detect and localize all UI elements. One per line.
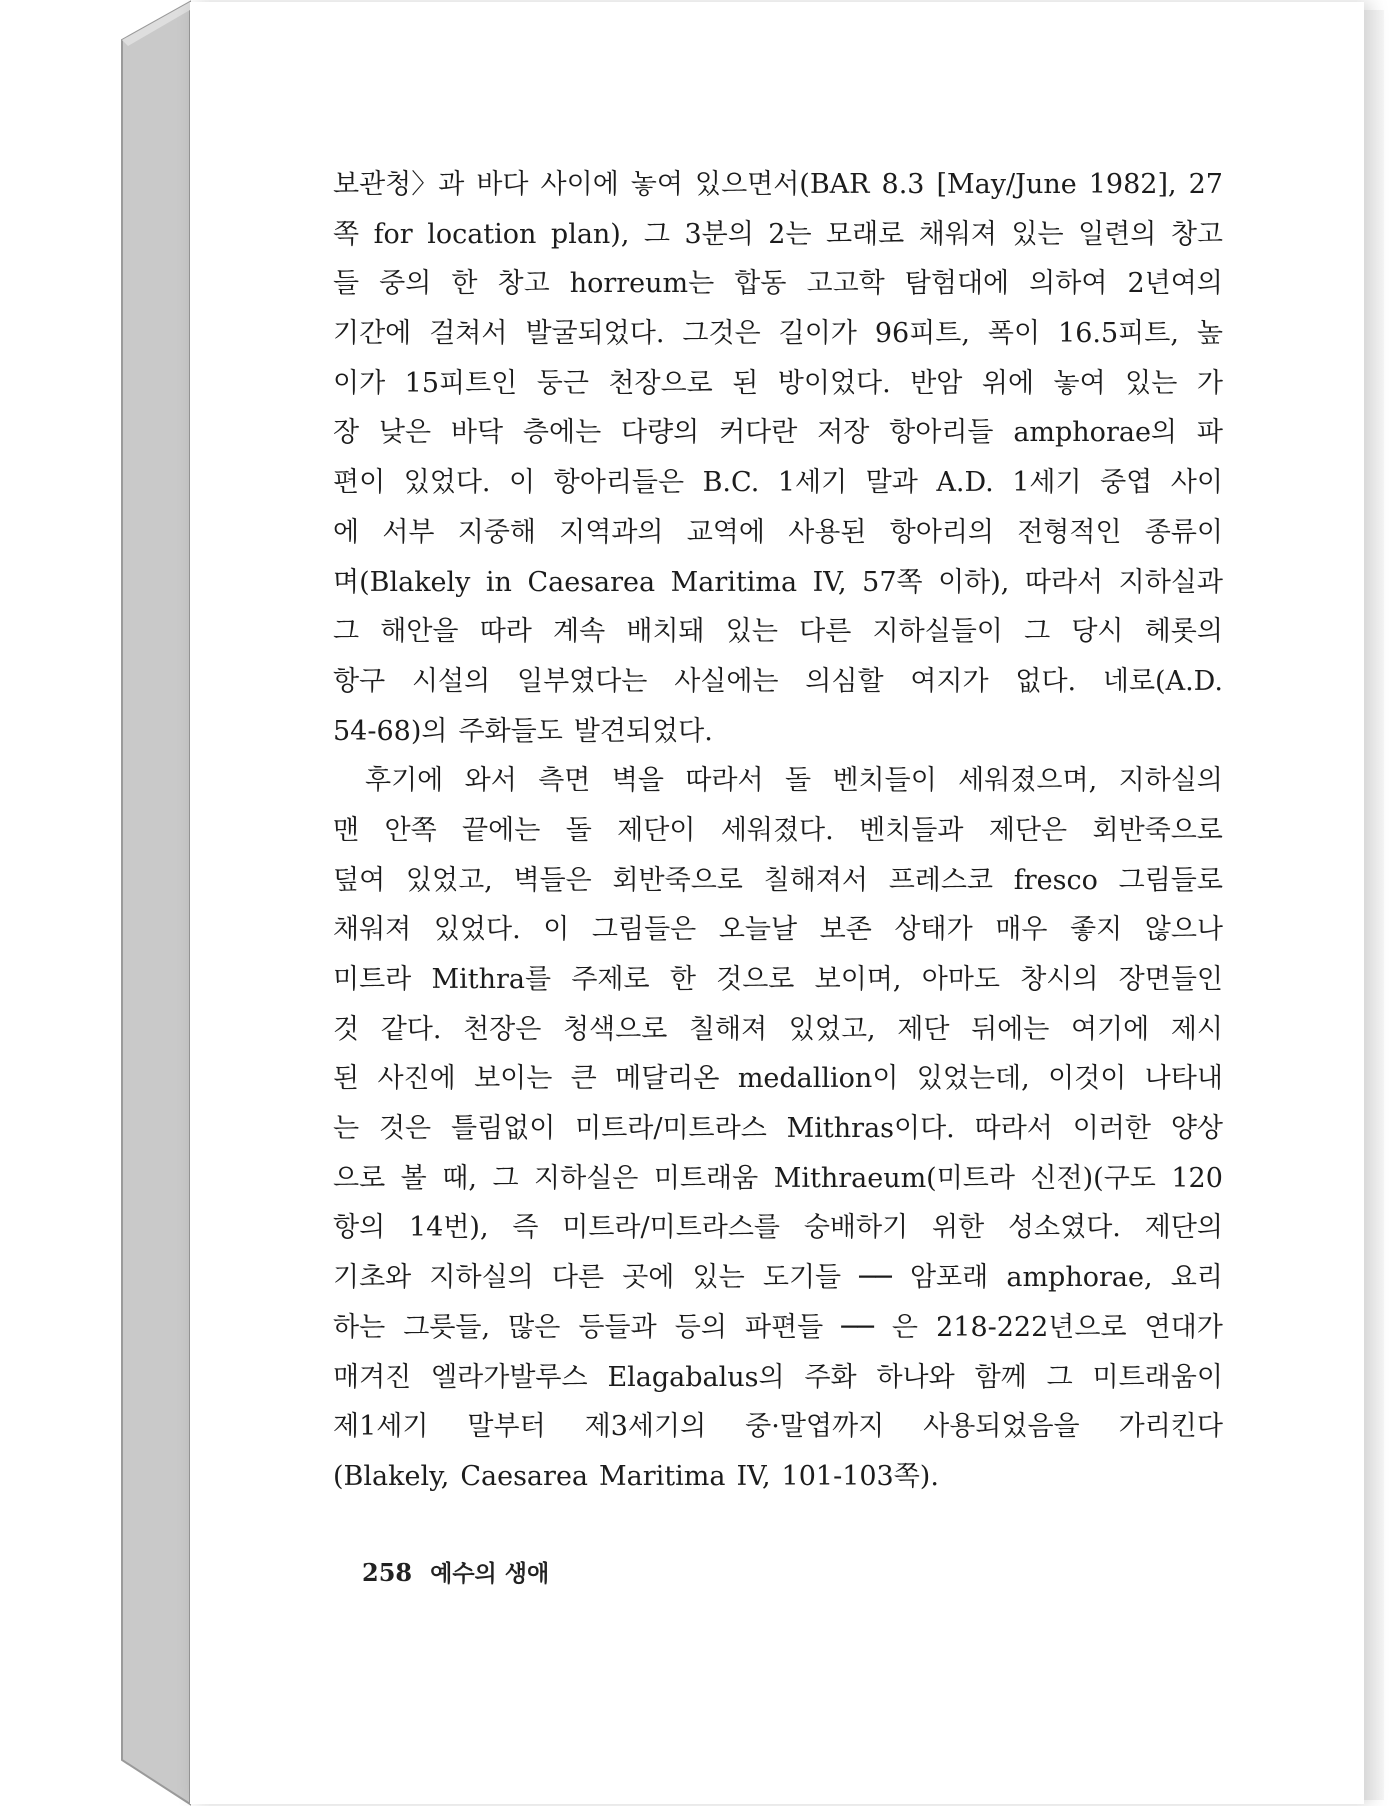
text-line: [333, 607, 1223, 657]
word: 발굴되었다.: [525, 318, 665, 350]
word: 제단의: [1144, 1212, 1223, 1244]
word: 곳에: [622, 1262, 675, 1294]
word: 있는: [1125, 367, 1178, 399]
word: 1세기: [777, 467, 848, 499]
word: 그것은: [682, 318, 761, 350]
word: 끝에는: [462, 814, 541, 846]
word: Mithra를: [431, 964, 552, 995]
word: 96피트,: [874, 318, 970, 350]
word: 말부터: [467, 1411, 546, 1443]
word: 미트라/미트라스: [575, 1113, 767, 1145]
word: 지하실의: [429, 1262, 534, 1294]
word: 15피트인: [404, 367, 518, 399]
word: 따라서: [685, 765, 764, 797]
word: Caesarea: [527, 566, 656, 598]
word: 사용되었음을: [923, 1411, 1080, 1443]
word: 이: [543, 914, 570, 946]
word: 많은: [508, 1311, 561, 1343]
word: 때,: [442, 1162, 477, 1194]
text-line: [333, 1203, 1223, 1253]
word: 14번),: [408, 1212, 489, 1244]
word: 있었고,: [405, 864, 493, 896]
text-line: [333, 955, 1223, 1005]
word: 있는: [1011, 218, 1064, 250]
text-line: [333, 1253, 1223, 1303]
word: 놓여: [1053, 367, 1106, 399]
word: 저장: [817, 417, 870, 449]
word: for: [373, 218, 413, 250]
word: 커다란: [719, 417, 798, 449]
word: 사이: [1170, 467, 1223, 499]
word: 둥근: [536, 367, 589, 399]
word: 창고: [1170, 218, 1223, 250]
word: 바다: [476, 169, 529, 200]
word: 성소였다.: [1007, 1212, 1121, 1244]
page-footer: [362, 1555, 549, 1588]
word: 이가: [333, 367, 386, 399]
word: 지하실과: [1118, 566, 1223, 598]
word: 큰: [570, 1063, 597, 1095]
text-line: [333, 309, 1223, 359]
word: 101-103쪽).: [781, 1460, 939, 1492]
word: 돌: [565, 814, 592, 846]
word: 제시: [1170, 1013, 1223, 1045]
word: 이러한: [1072, 1113, 1151, 1145]
word: 장: [333, 417, 360, 449]
word: IV,: [736, 1460, 771, 1492]
word: 벤치들과: [859, 814, 964, 846]
word: 창고: [497, 268, 550, 300]
word: 함께: [974, 1361, 1027, 1393]
text-line: [333, 1452, 1223, 1502]
word: 지하실은: [534, 1162, 639, 1194]
word: 않으나: [1144, 914, 1223, 946]
word: 매겨진: [333, 1361, 412, 1393]
text-line: [333, 657, 1223, 707]
word: 하나와: [876, 1361, 955, 1393]
word: 장면들인: [1118, 964, 1223, 995]
word: 항아리의: [889, 516, 994, 548]
word: B.C.: [702, 467, 760, 499]
word: 3분의: [684, 218, 754, 250]
text-line: [333, 408, 1223, 458]
body-text: [333, 160, 1223, 1502]
word: 이하),: [938, 566, 1010, 598]
word: 파편들: [745, 1311, 824, 1343]
word: 채워져: [918, 218, 997, 250]
word: 신전)(구도: [1030, 1162, 1156, 1194]
text-line: [333, 707, 1223, 757]
word: 218-222년으로: [936, 1311, 1127, 1343]
word: 시설의: [411, 665, 491, 697]
word: 엘라가발루스: [431, 1361, 588, 1393]
word: 가: [1196, 367, 1223, 399]
word: 제1세기: [333, 1411, 429, 1443]
word: 바닥: [450, 417, 504, 449]
word: 즉: [512, 1212, 539, 1244]
word: 후기에: [365, 765, 444, 797]
word: Mithras이다.: [786, 1113, 955, 1145]
word: 일련의: [1078, 218, 1157, 250]
word: 120: [1171, 1162, 1223, 1194]
word: 그: [1046, 1361, 1073, 1393]
word: 와서: [464, 765, 517, 797]
word: 양상: [1170, 1113, 1223, 1145]
word: 있는: [725, 616, 778, 648]
word: 고고학: [806, 268, 885, 300]
word: 세워졌다.: [720, 814, 834, 846]
word: 중의: [379, 268, 432, 300]
word: [May/June: [936, 169, 1077, 200]
text-line: [333, 359, 1223, 409]
word: 쪽: [333, 218, 360, 250]
word: 는: [333, 1113, 360, 1145]
word: medallion이: [737, 1063, 899, 1095]
word: 것으로: [716, 964, 795, 995]
word: 파: [1196, 417, 1223, 449]
word: 볼: [400, 1162, 427, 1194]
word: 미트라: [333, 964, 412, 995]
word: 등들과: [578, 1311, 657, 1343]
word: 하는: [333, 1311, 386, 1343]
word: 54-68)의: [333, 715, 448, 747]
word: 좋지: [1069, 914, 1123, 946]
word: 없다.: [1015, 665, 1077, 697]
word: 벽을: [611, 765, 664, 797]
word: 지하실들이: [872, 616, 1003, 648]
word: 16.5피트,: [1058, 318, 1179, 350]
word: 2년여의: [1127, 268, 1223, 300]
word: 안쪽: [384, 814, 437, 846]
running-title: 예수의 생애: [430, 1561, 550, 1587]
word: Maritima: [670, 566, 798, 598]
word: 보이며,: [814, 964, 902, 995]
text-line: [333, 1005, 1223, 1055]
text-line: [333, 508, 1223, 558]
word: 은: [891, 1311, 919, 1343]
word: 위에: [981, 367, 1035, 399]
word: 미트래움이: [1092, 1361, 1223, 1393]
text-line: [333, 756, 1223, 806]
word: 요리: [1170, 1262, 1223, 1294]
word: 보이는: [474, 1063, 553, 1095]
word: 프레스코: [888, 864, 994, 896]
word: 된: [333, 1063, 360, 1095]
word: (Blakely,: [333, 1460, 450, 1492]
word: 일부였다는: [516, 665, 648, 697]
text-line: [333, 806, 1223, 856]
word: 그림들은: [591, 914, 697, 946]
word: 항아리들: [889, 417, 994, 449]
text-line: [333, 1402, 1223, 1452]
word: 창시의: [1020, 964, 1099, 995]
word: 돌: [784, 765, 812, 797]
word: 보관청〉과: [333, 169, 465, 200]
page-number: 258: [362, 1558, 413, 1587]
word: 상태가: [894, 914, 973, 946]
word: 따라서: [1024, 566, 1104, 598]
word: 해안을: [380, 616, 459, 648]
page-edge: [1364, 10, 1384, 1800]
word: 당시: [1071, 616, 1124, 648]
word: 기간에: [333, 318, 412, 350]
word: Elagabalus의: [607, 1361, 785, 1393]
word: 이것이: [1048, 1063, 1127, 1095]
text-line: [333, 1303, 1223, 1353]
word: 사진에: [377, 1063, 456, 1095]
word: 길이가: [778, 318, 857, 350]
word: 1세기: [1012, 467, 1082, 499]
word: 27: [1188, 169, 1223, 200]
word: 다른: [799, 616, 852, 648]
word: ──: [859, 1262, 892, 1294]
word: 메달리온: [615, 1063, 720, 1095]
word: 편이: [333, 467, 386, 499]
word: 방이었다.: [777, 367, 891, 399]
word: 헤롯의: [1144, 616, 1223, 648]
word: 그: [1024, 616, 1051, 648]
word: 천장은: [463, 1013, 542, 1045]
word: 된: [732, 367, 759, 399]
word: 칠해져: [688, 1013, 768, 1045]
word: A.D.: [936, 467, 994, 499]
text-line: [333, 1104, 1223, 1154]
word: 세워졌으며,: [958, 765, 1098, 797]
word: Mithraeum(미트라: [773, 1162, 1015, 1194]
text-line: [333, 905, 1223, 955]
word: 채워져: [333, 914, 412, 946]
word: 위한: [931, 1212, 985, 1244]
word: 배치돼: [626, 616, 705, 648]
word: 의하여: [1029, 268, 1108, 300]
word: plan),: [550, 218, 630, 250]
word: 따라: [479, 616, 532, 648]
word: 교역에: [686, 516, 765, 548]
word: 천장으로: [608, 367, 713, 399]
word: 있으면서(BAR: [694, 169, 870, 200]
word: 네로(A.D.: [1102, 665, 1223, 697]
word: 주화들도: [458, 715, 563, 747]
word: 중엽: [1100, 467, 1153, 499]
word: 발견되었다.: [573, 715, 713, 747]
word: 여기에: [1070, 1013, 1150, 1045]
word: 미트라/미트라스를: [562, 1212, 781, 1244]
word: 사실에는: [674, 665, 779, 697]
word: 칠해져서: [763, 864, 868, 896]
text-line: [333, 210, 1223, 260]
word: Caesarea: [460, 1460, 589, 1492]
word: 걸쳐서: [429, 318, 508, 350]
word: 주제로: [571, 964, 650, 995]
word: 한: [669, 964, 696, 995]
word: location: [427, 218, 537, 250]
word: 서부: [382, 516, 435, 548]
word: 벽들은: [513, 864, 592, 896]
word: 에: [333, 516, 360, 548]
word: 도기들: [762, 1262, 842, 1294]
word: 지하실의: [1118, 765, 1223, 797]
word: 중·말엽까지: [745, 1411, 885, 1443]
word: 따라서: [974, 1113, 1053, 1145]
word: 항구: [333, 665, 386, 697]
word: 있었다.: [433, 914, 521, 946]
text-line: [333, 1154, 1223, 1204]
word: 매우: [995, 914, 1048, 946]
word: 덮여: [333, 864, 386, 896]
word: 그: [333, 616, 360, 648]
word: Maritima: [599, 1460, 726, 1492]
word: 제단은: [988, 814, 1068, 846]
text-line: [333, 458, 1223, 508]
word: 사이에: [540, 169, 619, 200]
word: 다른: [551, 1262, 605, 1294]
word: 보존: [819, 914, 872, 946]
word: amphorae,: [1006, 1262, 1153, 1294]
word: 있었고,: [788, 1013, 876, 1045]
word: 기초와: [333, 1262, 412, 1294]
word: 며(Blakely: [333, 566, 471, 598]
word: 지중해: [457, 516, 536, 548]
word: 들: [333, 268, 360, 300]
word: 맨: [333, 814, 360, 846]
word: in: [485, 566, 512, 598]
word: 뒤에는: [971, 1013, 1050, 1045]
word: 항의: [333, 1212, 386, 1244]
word: 회반죽으로: [1092, 814, 1223, 846]
word: 가리킨다: [1118, 1411, 1223, 1443]
text-line: [333, 259, 1223, 309]
word: 합동: [734, 268, 787, 300]
word: horreum는: [569, 268, 715, 300]
word: 암포래: [909, 1262, 989, 1294]
word: 낮은: [378, 417, 432, 449]
word: 아마도: [921, 964, 1000, 995]
word: amphorae의: [1013, 417, 1178, 449]
word: 것: [333, 1013, 360, 1045]
word: ──: [841, 1311, 874, 1343]
text-line: [333, 856, 1223, 906]
word: 측면: [538, 765, 591, 797]
word: 청색으로: [562, 1013, 668, 1045]
word: 나타내: [1144, 1063, 1223, 1095]
word: 탐험대에: [904, 268, 1010, 300]
word: 같다.: [380, 1013, 442, 1045]
word: 57쪽: [862, 566, 923, 598]
word: 계속: [553, 616, 606, 648]
word: 것은: [378, 1113, 432, 1145]
word: 주화: [804, 1361, 857, 1393]
word: 회반죽으로: [612, 864, 743, 896]
word: 벤치들이: [832, 765, 937, 797]
word: 오늘날: [718, 914, 798, 946]
word: 그림들로: [1118, 864, 1223, 896]
word: 지역과의: [559, 516, 664, 548]
word: 그: [643, 218, 670, 250]
word: 층에는: [522, 417, 602, 449]
text-line: [333, 558, 1223, 608]
word: IV,: [812, 566, 847, 598]
word: 8.3: [881, 169, 925, 200]
word: 의심할: [805, 665, 884, 697]
word: 제단이: [617, 814, 696, 846]
word: 틀림없이: [450, 1113, 556, 1145]
word: 말과: [865, 467, 918, 499]
word: 1982],: [1088, 169, 1177, 200]
word: 모래로: [826, 218, 905, 250]
word: 항아리들은: [553, 467, 685, 499]
word: 있었는데,: [916, 1063, 1030, 1095]
word: 한: [451, 268, 478, 300]
word: 그: [492, 1162, 519, 1194]
word: 제단: [897, 1013, 950, 1045]
word: 반암: [910, 367, 963, 399]
text-line: [333, 160, 1223, 210]
word: 숭배하기: [803, 1212, 909, 1244]
word: 전형적인: [1017, 516, 1122, 548]
word: 다량의: [621, 417, 700, 449]
word: 여지가: [910, 665, 989, 697]
word: 이: [509, 467, 536, 499]
word: 2는: [768, 218, 812, 250]
word: 있는: [692, 1262, 745, 1294]
word: 있었다.: [403, 467, 491, 499]
word: 놓여: [630, 169, 683, 200]
word: 미트래움: [653, 1162, 759, 1194]
word: 종류이: [1144, 516, 1223, 548]
word: fresco: [1013, 864, 1098, 896]
word: 등의: [674, 1311, 727, 1343]
word: 사용된: [788, 516, 867, 548]
word: 그릇들,: [403, 1311, 491, 1343]
word: 높: [1196, 318, 1223, 350]
text-line: [333, 1054, 1223, 1104]
word: 연대가: [1144, 1311, 1223, 1343]
word: 폭이: [987, 318, 1041, 350]
word: 으로: [333, 1162, 386, 1194]
text-line: [333, 1353, 1223, 1403]
word: 제3세기의: [584, 1411, 707, 1443]
